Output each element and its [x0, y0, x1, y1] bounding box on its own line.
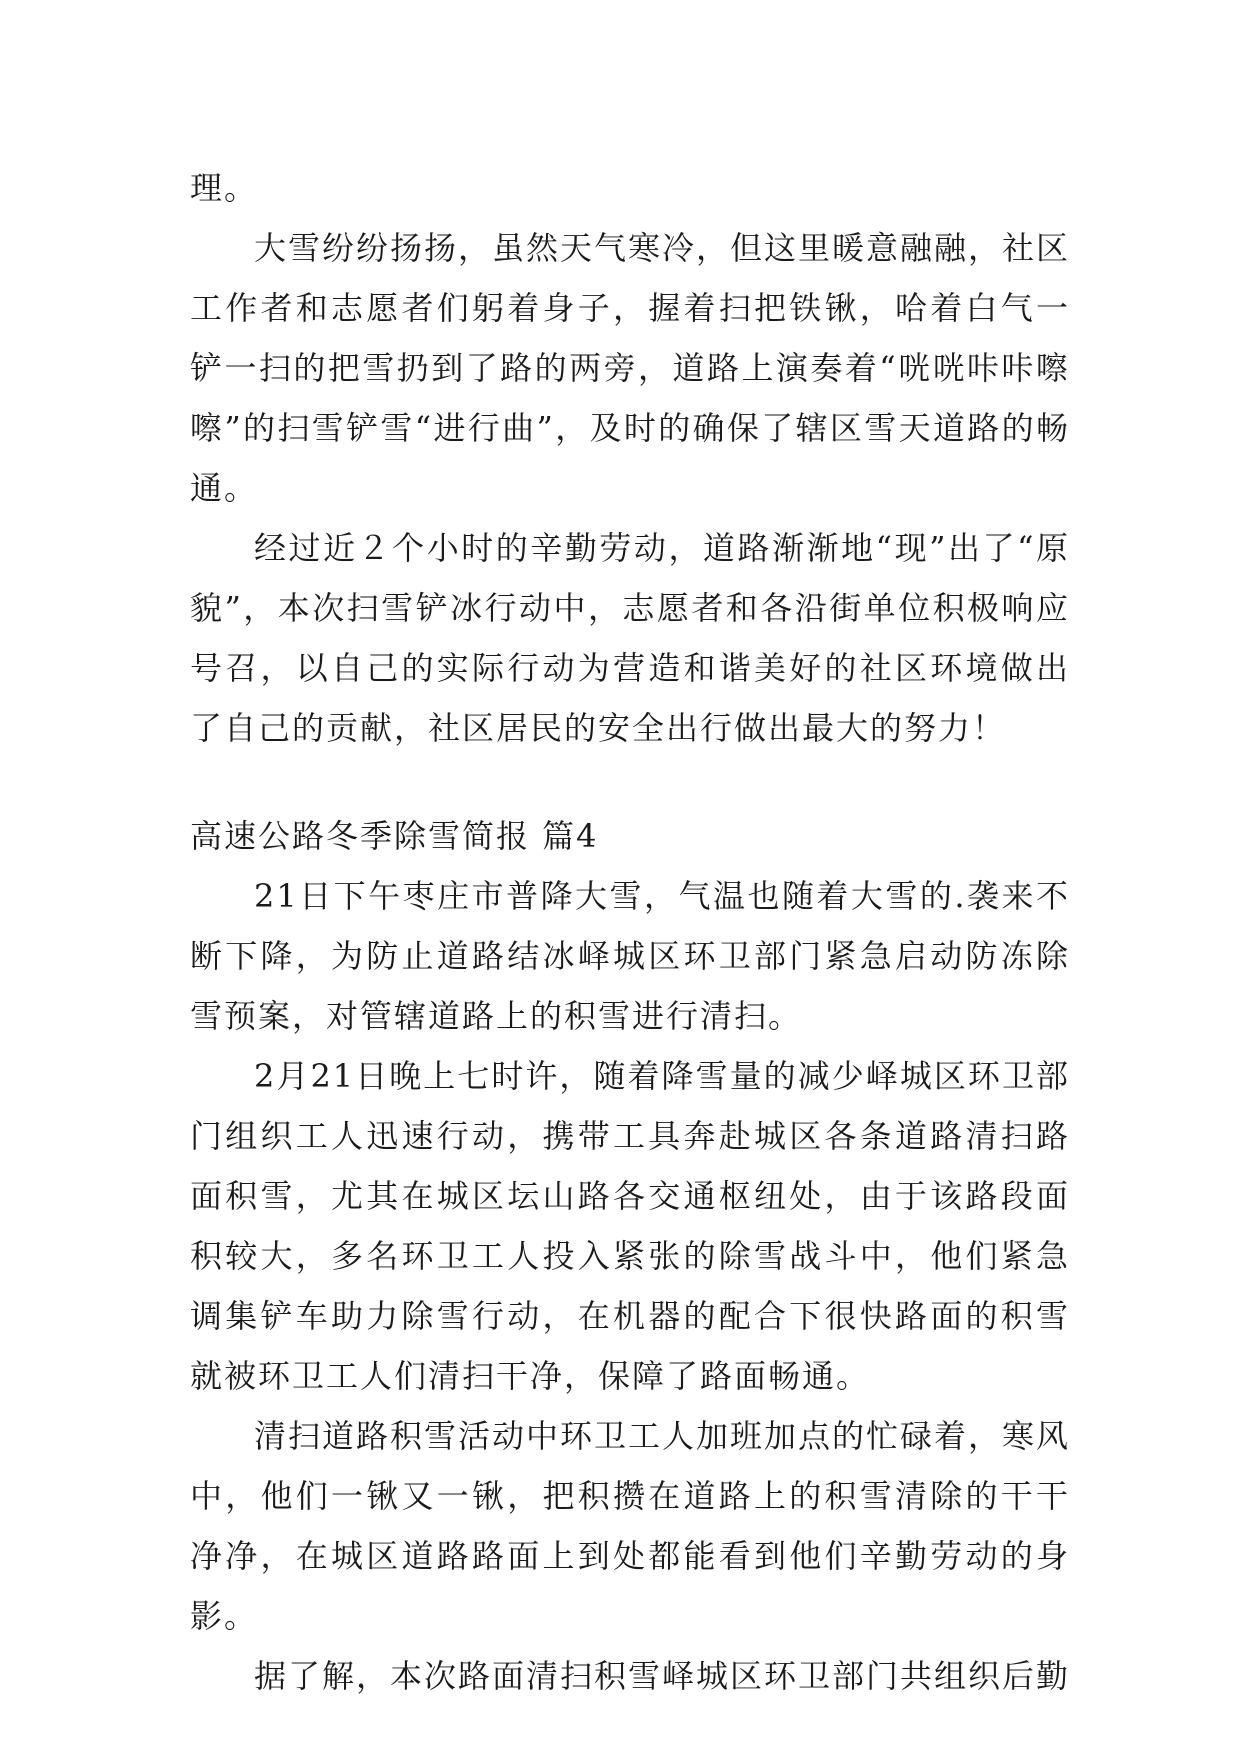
document-body [190, 158, 1070, 1706]
paragraph-night-action: 2月21日晚上七时许，随着降雪量的减少峄城区环卫部门组织工人迅速行动，携带工具奔赴城区各条道路清扫路面积雪，尤其在城区坛山路各交通枢纽处，由于该路段面积较大，多名环卫工人投入紧张的除雪战斗中，他们紧急调集铲车助力除雪行动，在机器的配合下很快路面的积雪就被环卫工人们清扫干净，保障了路面畅通。 [190, 1057, 1070, 1395]
paragraph-summary: 据了解，本次路面清扫积雪峄城区环卫部门共组织后勤 [254, 1657, 1071, 1695]
section-gap [190, 758, 1070, 806]
paragraph-snowfall: 21日下午枣庄市普降大雪，气温也随着大雪的.袭来不断下降，为防止道路结冰峄城区环卫部门紧急启动防冻除雪预案，对管辖道路上的积雪进行清扫。 [190, 877, 1070, 1035]
paragraph-labor-result: 经过近２个小时的辛勤劳动，道路渐渐地“现”出了“原貌”，本次扫雪铲冰行动中，志愿者和各沿街单位积极响应号召，以自己的实际行动为营造和谐美好的社区环境做出了自己的贡献，社区居民的安全出行做出最大的努力！ [190, 529, 1070, 747]
paragraph-continuation: 理。 [190, 169, 259, 207]
section-heading: 高速公路冬季除雪简报 篇4 [190, 817, 599, 855]
paragraph-overtime: 清扫道路积雪活动中环卫工人加班加点的忙碌着，寒风中，他们一锹又一锹，把积攒在道路上的积雪清除的干干净净，在城区道路路面上到处都能看到他们辛勤劳动的身影。 [190, 1417, 1071, 1635]
paragraph-snow-scene: 大雪纷纷扬扬，虽然天气寒冷，但这里暖意融融，社区工作者和志愿者们躬着身子，握着扫把铁锹，哈着白气一铲一扫的把雪扔到了路的两旁，道路上演奏着“咣咣咔咔嚓嚓”的扫雪铲雪“进行曲”，及时的确保了辖区雪天道路的畅通。 [190, 229, 1071, 507]
